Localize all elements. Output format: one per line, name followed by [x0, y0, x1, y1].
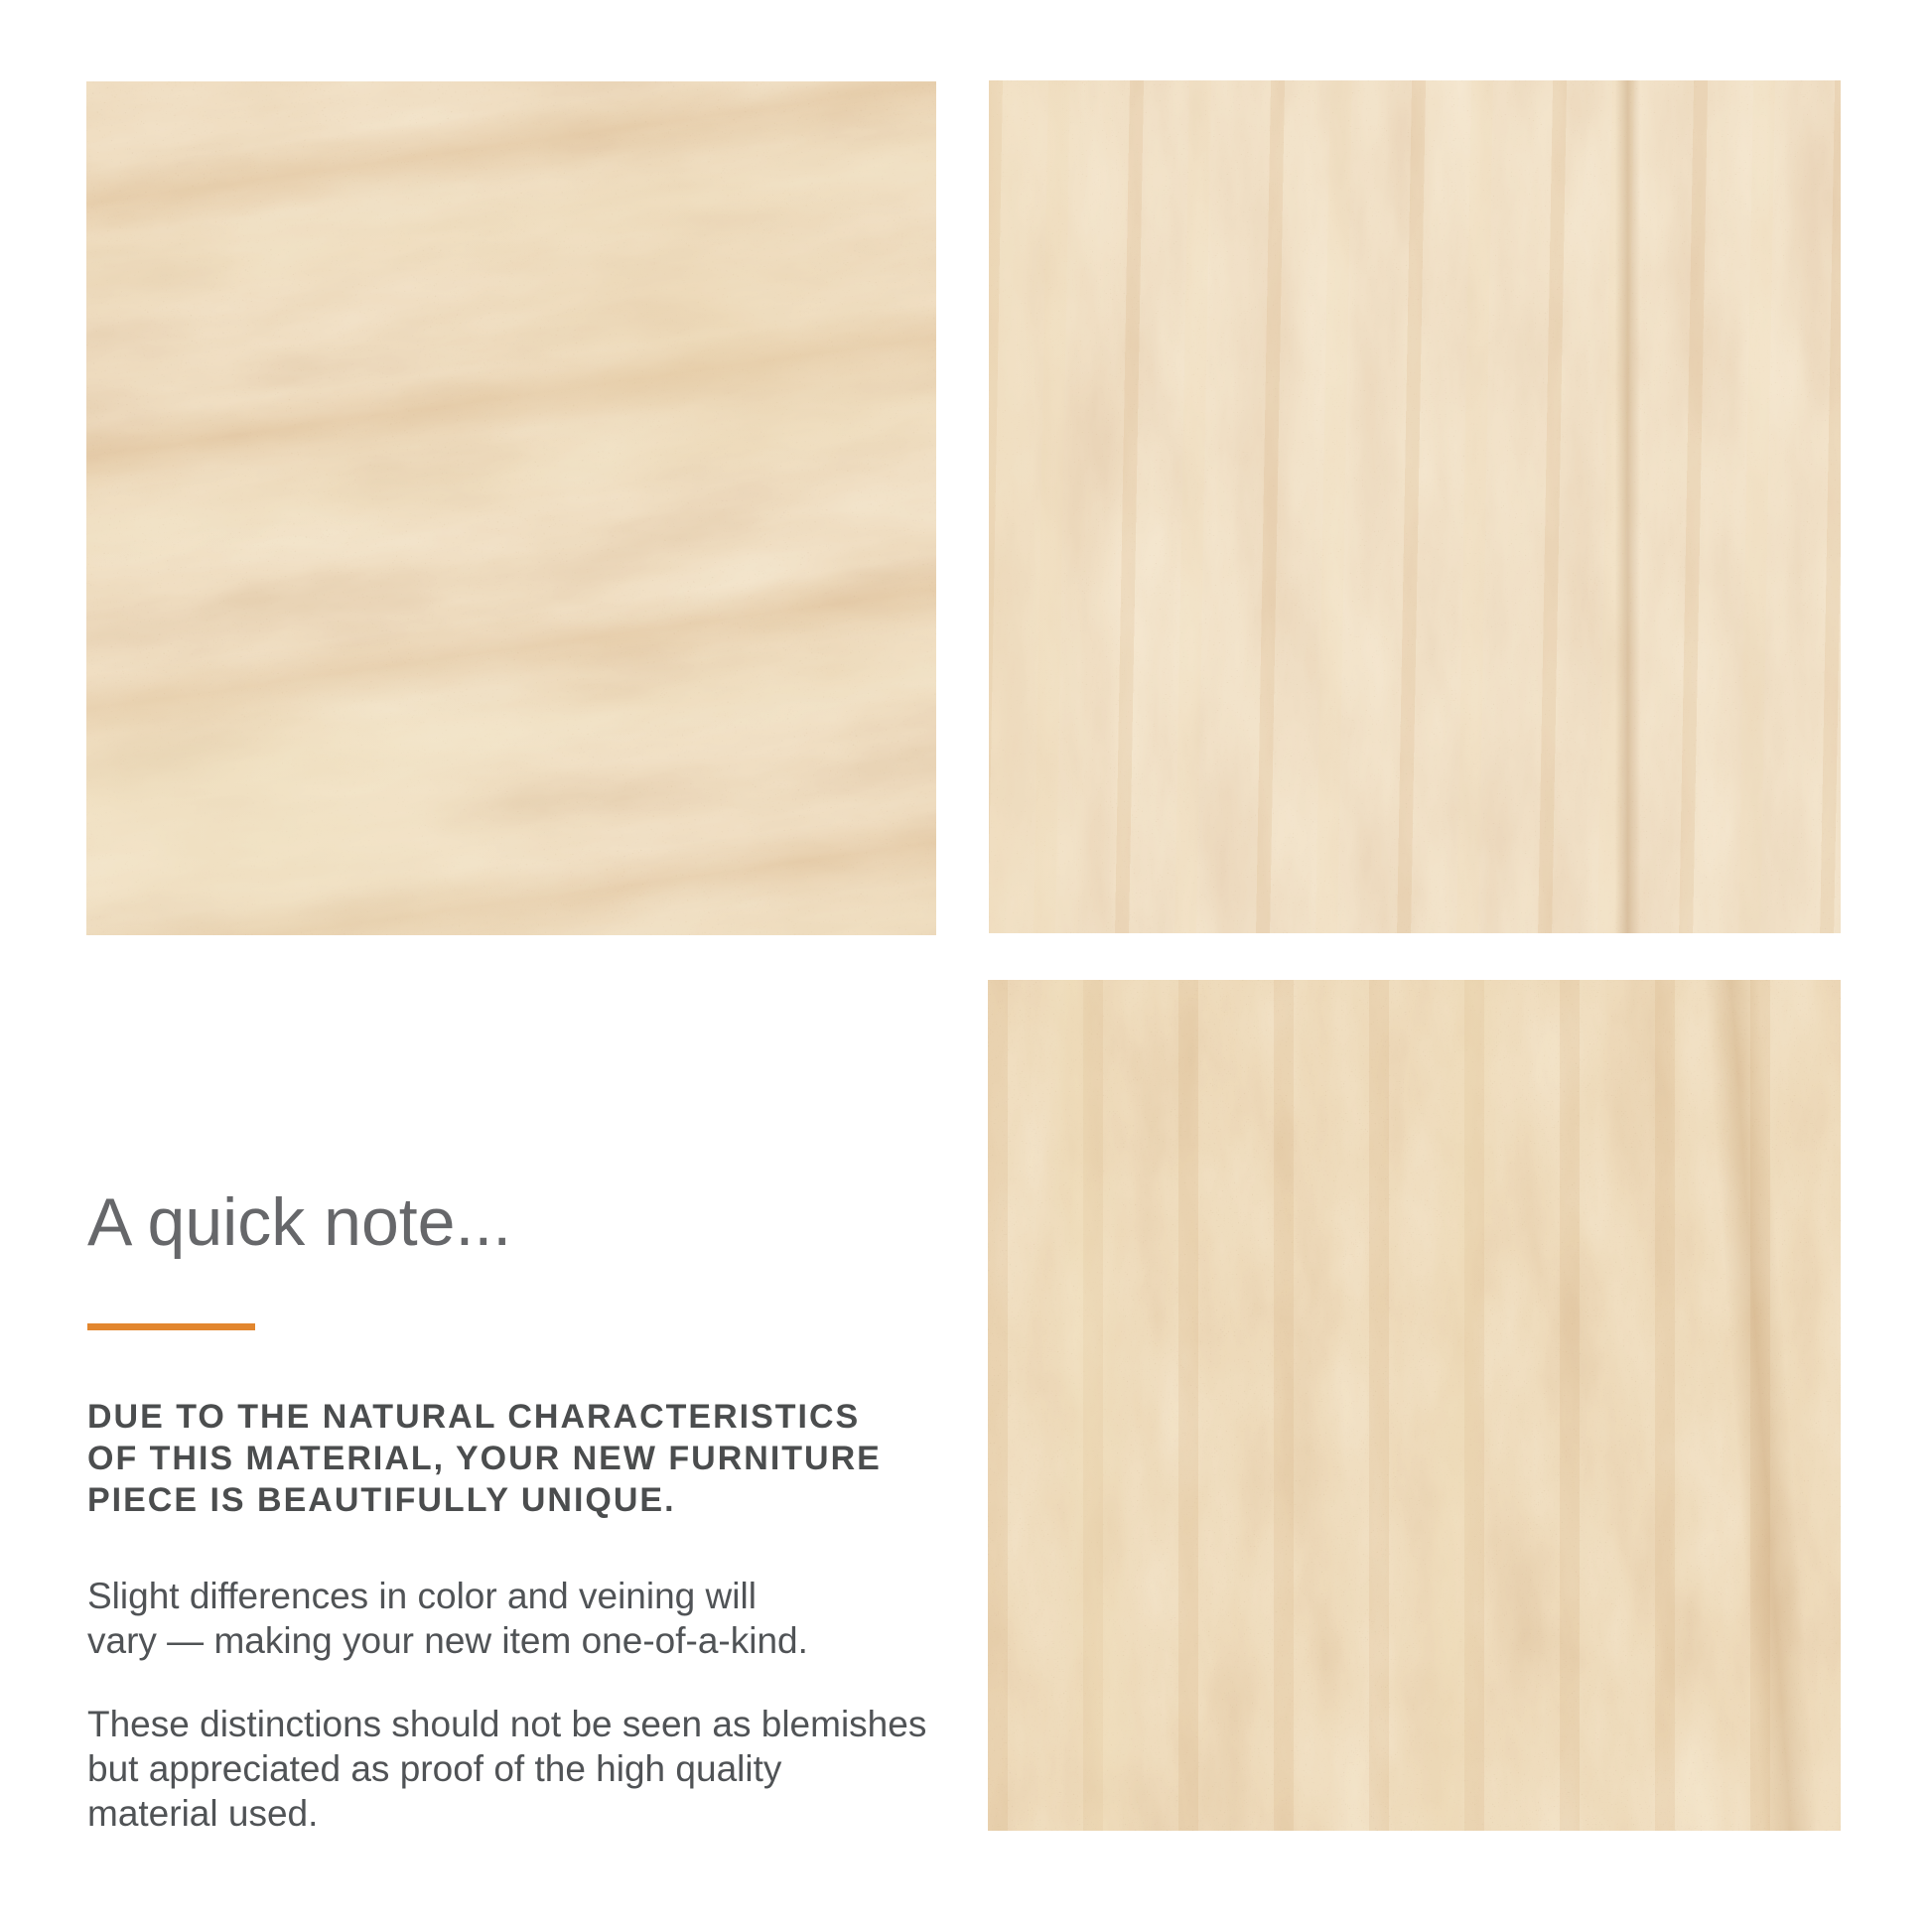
emphasis-line: DUE TO THE NATURAL CHARACTERISTICS	[87, 1398, 861, 1436]
stone-texture-image	[989, 80, 1841, 933]
note-heading: A quick note...	[87, 1184, 512, 1260]
material-note-emphasis	[87, 1396, 882, 1521]
paragraph-line: These distinctions should not be seen as blemishes	[87, 1704, 927, 1744]
stone-swatch-bottom-right	[988, 980, 1841, 1831]
paragraph-line: material used.	[87, 1793, 319, 1834]
stone-swatch-top-right	[989, 80, 1841, 933]
note-paragraph-2	[87, 1702, 926, 1836]
accent-divider-rule	[87, 1323, 255, 1330]
stone-texture-image	[86, 81, 936, 935]
paragraph-line: vary — making your new item one-of-a-kind.	[87, 1620, 808, 1661]
paragraph-line: but appreciated as proof of the high quality	[87, 1748, 782, 1789]
paragraph-line: Slight differences in color and veining will	[87, 1576, 757, 1616]
emphasis-line: OF THIS MATERIAL, YOUR NEW FURNITURE	[87, 1440, 882, 1477]
stone-swatch-top-left	[86, 81, 936, 935]
stone-texture-image	[988, 980, 1841, 1831]
emphasis-line: PIECE IS BEAUTIFULLY UNIQUE.	[87, 1481, 676, 1519]
note-paragraph-1	[87, 1574, 808, 1663]
